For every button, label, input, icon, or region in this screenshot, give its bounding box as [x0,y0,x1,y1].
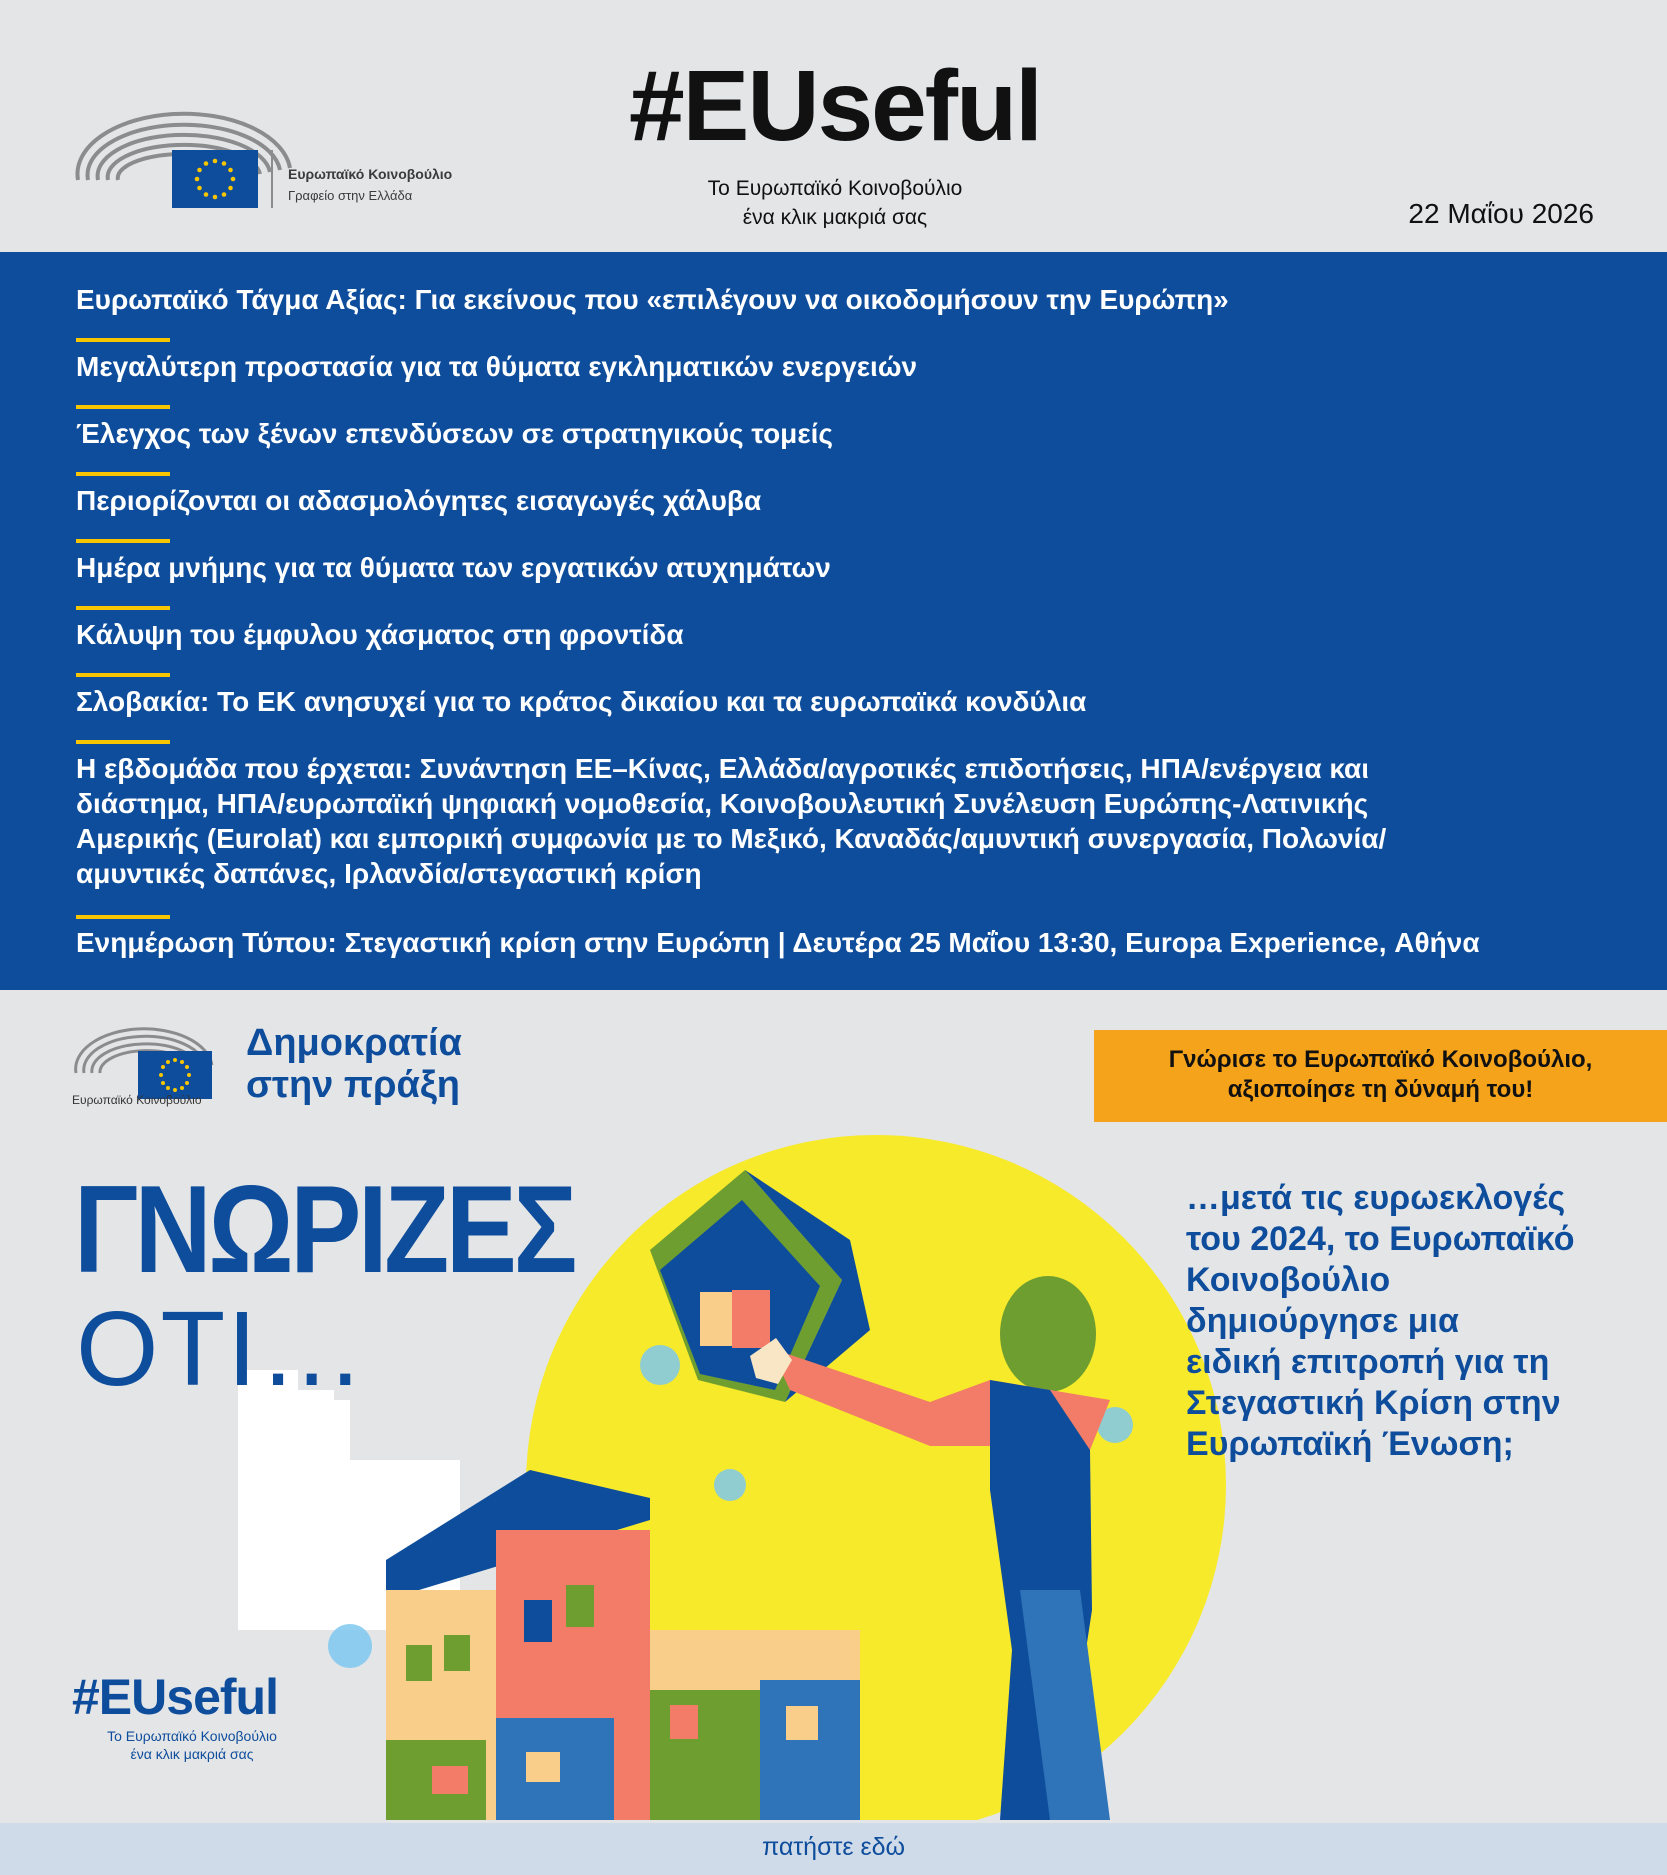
logo-subtitle: Γραφείο στην Ελλάδα [288,188,413,203]
news-item-4[interactable]: Περιορίζονται οι αδασμολόγητες εισαγωγές χάλυβα [76,485,762,516]
campaign-banner-line-2: αξιοποίησε τη δύναμή του! [1227,1076,1534,1103]
news-divider [76,472,170,476]
fact-line-7: Ευρωπαϊκή Ένωση; [1186,1425,1514,1463]
news-divider [76,673,170,677]
news-item-7[interactable]: Σλοβακία: Το ΕΚ ανησυχεί για το κράτος δικαίου και τα ευρωπαϊκά κονδύλια [76,686,1087,717]
logo-name: Ευρωπαϊκό Κοινοβούλιο [288,166,453,182]
fact-line-5: ειδική επιτροπή για τη [1186,1343,1550,1381]
democracy-title-2: στην πράξη [246,1064,460,1106]
news-panel [0,252,1667,990]
newsletter-tagline-1: Το Ευρωπαϊκό Κοινοβούλιο [707,177,963,200]
news-divider [76,740,170,744]
news-item-1[interactable]: Ευρωπαϊκό Τάγμα Αξίας: Για εκείνους που «επιλέγουν να οικοδομήσουν την Ευρώπη» [76,284,1229,315]
fact-line-4: δημιούργησε μια [1186,1302,1459,1340]
headline-did-you-know: ΓΝΩΡΙΖΕΣ [74,1161,575,1299]
eu-flag-icon [172,150,258,208]
news-item-9[interactable]: Ενημέρωση Τύπου: Στεγαστική κρίση στην Ευρώπη | Δευτέρα 25 Μαΐου 13:30, Europa Experience, Αθήνα [76,927,1480,958]
news-item-6[interactable]: Κάλυψη του έμφυλου χάσματος στη φροντίδα [76,619,684,650]
footer-title: #EUseful [72,1669,278,1725]
news-divider [76,338,170,342]
eu-flag-icon [138,1051,212,1099]
news-divider [76,539,170,543]
news-divider [76,915,170,919]
headline-that: ΟΤΙ… [76,1290,367,1408]
news-item-8[interactable] [76,751,1616,891]
issue-date: 22 Μαΐου 2026 [1408,198,1594,229]
fact-line-2: του 2024, το Ευρωπαϊκό [1186,1220,1575,1258]
news-item-8-line-1: Η εβδομάδα που έρχεται: Συνάντηση ΕΕ–Κίνας, Ελλάδα/αγροτικές επιδοτήσεις, ΗΠΑ/ενέργεια και [76,753,1369,784]
news-item-8-line-2: διάστημα, ΗΠΑ/ευρωπαϊκή ψηφιακή νομοθεσία, Κοινοβουλευτική Συνέλευση Ευρώπης-Λατινικής [76,788,1369,819]
footer-tagline-1: Το Ευρωπαϊκό Κοινοβούλιο [107,1728,277,1744]
logo-name-small: Ευρωπαϊκό Κοινοβούλιο [72,1093,202,1107]
fact-line-1: …μετά τις ευρωεκλογές [1186,1179,1566,1217]
news-item-3[interactable]: Έλεγχος των ξένων επενδύσεων σε στρατηγικούς τομείς [76,418,833,449]
news-item-2[interactable]: Μεγαλύτερη προστασία για τα θύματα εγκληματικών ενεργειών [76,351,918,382]
click-here-link[interactable]: πατήστε εδώ [761,1833,906,1861]
footer-tagline-2: ένα κλικ μακριά σας [130,1746,254,1762]
news-item-8-line-3: Αμερικής (Eurolat) και εμπορική συμφωνία με το Μεξικό, Καναδάς/αμυντική συνεργασία, Πολωνία/ [76,823,1387,854]
news-item-5[interactable]: Ημέρα μνήμης για τα θύματα των εργατικών ατυχημάτων [76,552,831,583]
fact-line-6: Στεγαστική Κρίση στην [1186,1384,1561,1422]
fact-line-3: Κοινοβούλιο [1186,1261,1391,1299]
newsletter-title: #EUseful [629,50,1041,162]
house-right [650,1630,860,1820]
parliament-logo-small [72,1015,232,1105]
campaign-banner-line-1: Γνώρισε το Ευρωπαϊκό Κοινοβούλιο, [1168,1046,1593,1073]
democracy-title-1: Δημοκρατία [246,1022,462,1064]
news-divider [76,405,170,409]
newsletter-tagline-2: ένα κλικ μακριά σας [742,206,928,229]
news-divider [76,606,170,610]
news-item-8-line-4: αμυντικές δαπάνες, Ιρλανδία/στεγαστική κρίση [76,858,702,889]
